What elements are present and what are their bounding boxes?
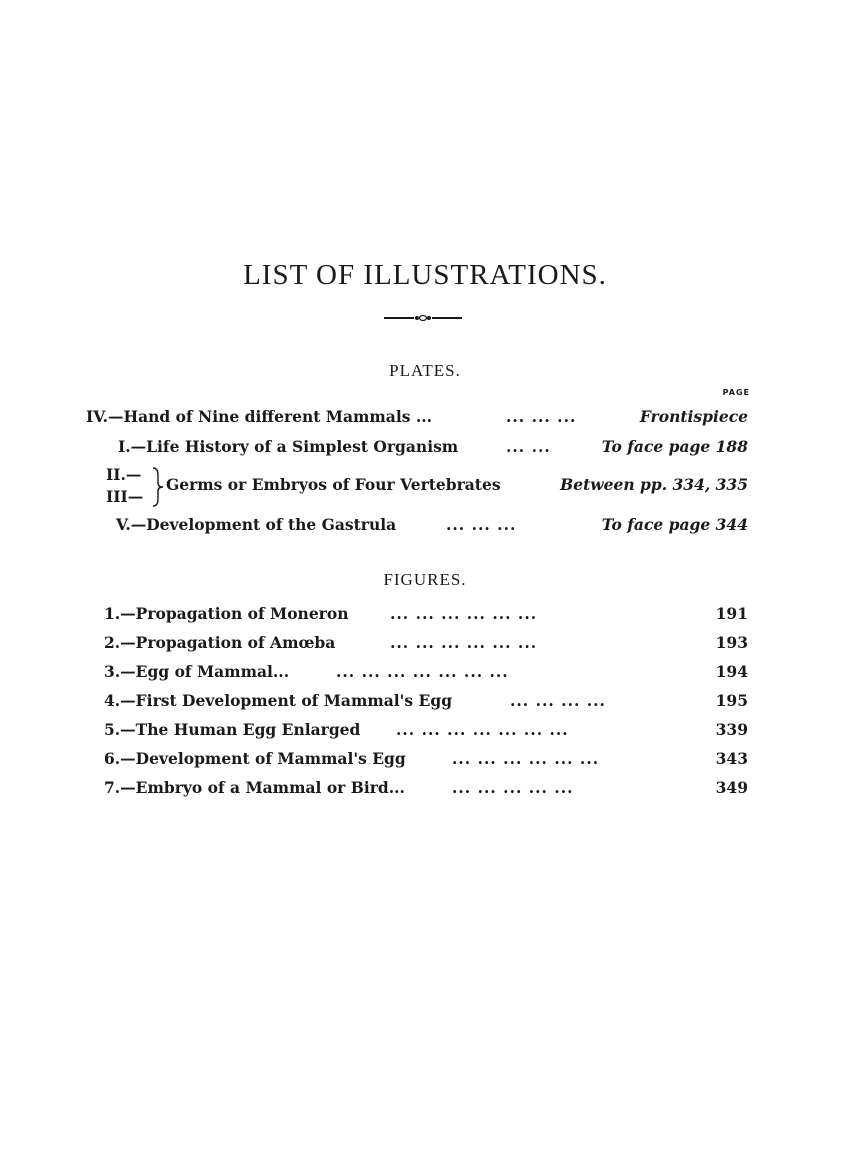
leader-dots: ... ... ... ... ... ...: [390, 633, 538, 652]
plate-page-ref: Between pp. 334, 335: [560, 475, 748, 494]
figure-page: 339: [715, 720, 748, 739]
plates-heading: PLATES.: [389, 361, 461, 380]
figure-page: 194: [715, 662, 748, 681]
figure-row: [104, 631, 748, 655]
figure-page: 195: [715, 691, 748, 710]
plate-page-ref: To face page 344: [601, 515, 748, 534]
figure-label: 3.—Egg of Mammal...: [104, 662, 290, 681]
plate-numeral: II.—: [106, 465, 142, 484]
figure-row: [104, 689, 748, 713]
figure-label: 4.—First Development of Mammal's Egg: [104, 691, 453, 710]
brace-icon: [152, 467, 164, 507]
figure-page: 343: [715, 749, 748, 768]
leader-dots: ... ... ... ... ... ... ...: [336, 662, 509, 681]
plate-label: I.—Life History of a Simplest Organism: [118, 437, 459, 456]
figure-label: 6.—Development of Mammal's Egg: [104, 749, 406, 768]
leader-dots: ... ... ... ...: [510, 691, 606, 710]
figure-row: [104, 602, 748, 626]
figure-row: [104, 718, 748, 742]
leader-dots: ... ... ... ... ...: [452, 778, 574, 797]
page-title: LIST OF ILLUSTRATIONS.: [243, 259, 607, 292]
figure-row: [104, 660, 748, 684]
plate-numeral: III—: [106, 487, 144, 506]
plate-label: V.—Development of the Gastrula: [116, 515, 397, 534]
figure-row: [104, 747, 748, 771]
ornament-divider: [384, 313, 462, 323]
plate-page-ref: Frontispiece: [639, 407, 748, 426]
plate-row: [86, 405, 748, 429]
plate-row: [118, 435, 748, 459]
plate-page-ref: To face page 188: [601, 437, 748, 456]
leader-dots: ... ... ...: [506, 407, 577, 426]
figure-row: [104, 776, 748, 800]
plate-label: IV.—Hand of Nine different Mammals ...: [86, 407, 433, 426]
plate-label: Germs or Embryos of Four Vertebrates: [166, 475, 501, 494]
leader-dots: ... ... ... ... ... ... ...: [396, 720, 569, 739]
figure-page: 191: [715, 604, 748, 623]
figure-page: 349: [715, 778, 748, 797]
figure-label: 2.—Propagation of Amœba: [104, 633, 336, 652]
leader-dots: ... ...: [506, 437, 551, 456]
figures-heading: FIGURES.: [383, 570, 467, 589]
plate-row: [116, 513, 748, 537]
leader-dots: ... ... ... ... ... ...: [452, 749, 600, 768]
leader-dots: ... ... ... ... ... ...: [390, 604, 538, 623]
figure-label: 7.—Embryo of a Mammal or Bird...: [104, 778, 405, 797]
figure-label: 5.—The Human Egg Enlarged: [104, 720, 361, 739]
figure-label: 1.—Propagation of Moneron: [104, 604, 349, 623]
figure-page: 193: [715, 633, 748, 652]
page-column-label: PAGE: [722, 388, 750, 397]
leader-dots: ... ... ...: [446, 515, 517, 534]
plate-brace-row: [106, 465, 748, 511]
